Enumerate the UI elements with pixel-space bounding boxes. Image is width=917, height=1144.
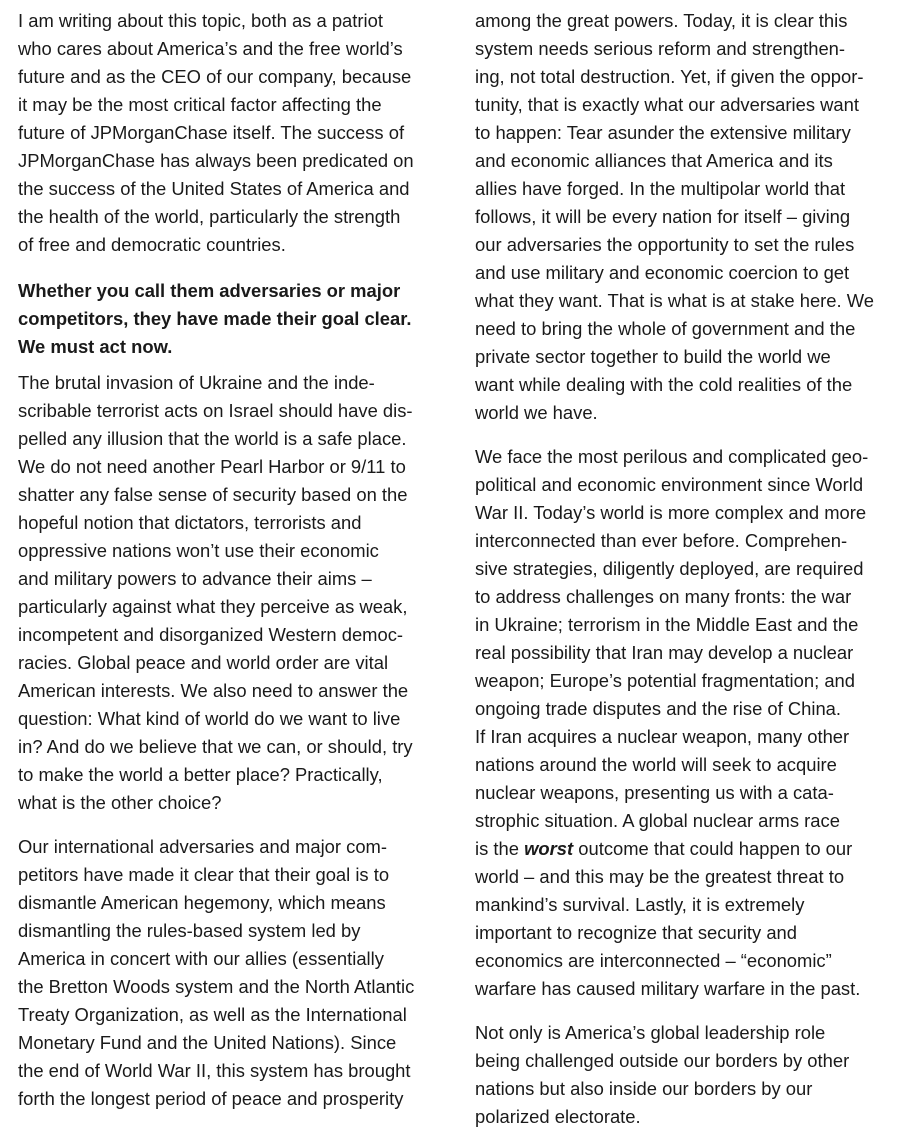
right-column [475, 7, 903, 1131]
text-line: America in concert with our allies (essentially [18, 948, 384, 969]
text-line: future and as the CEO of our company, because [18, 66, 412, 87]
text-line: petitors have made it clear that their goal is to [18, 864, 390, 885]
text-line: among the great powers. Today, it is clear this [475, 10, 848, 31]
text-line: ongoing trade disputes and the rise of China. [475, 698, 842, 719]
text-line: weapon; Europe’s potential fragmentation; and [475, 670, 855, 691]
text-line: need to bring the whole of government and the [475, 318, 856, 339]
text-line: allies have forged. In the multipolar world that [475, 178, 846, 199]
paragraph-polarized [475, 1019, 903, 1131]
text-line: We face the most perilous and complicated geo- [475, 446, 869, 467]
text-line: incompetent and disorganized Western democ- [18, 624, 404, 645]
text-line: American interests. We also need to answer the [18, 680, 409, 701]
text-line: the end of World War II, this system has brought [18, 1060, 411, 1081]
text-line: the success of the United States of America and [18, 178, 410, 199]
text-line: interconnected than ever before. Comprehen- [475, 530, 848, 551]
paragraph-spacer [18, 817, 456, 833]
text-line: our adversaries the opportunity to set the rules [475, 234, 855, 255]
emphasized-word: worst [524, 838, 574, 859]
text-line: political and economic environment since World [475, 474, 864, 495]
text-line: forth the longest period of peace and prosperity [18, 1088, 404, 1109]
text-line: important to recognize that security and [475, 922, 798, 943]
text-line: question: What kind of world do we want to live [18, 708, 401, 729]
text-line: tunity, that is exactly what our adversaries want [475, 94, 859, 115]
text-line: scribable terrorist acts on Israel should have dis- [18, 400, 413, 421]
text-line: follows, it will be every nation for itself – giving [475, 206, 851, 227]
paragraph-spacer [18, 259, 456, 277]
text-line: Not only is America’s global leadership role [475, 1022, 826, 1043]
text-line: strophic situation. A global nuclear arms race [475, 810, 840, 831]
text-line: of free and democratic countries. [18, 234, 286, 255]
text-line: War II. Today’s world is more complex and more [475, 502, 867, 523]
heading-line: competitors, they have made their goal clear. [18, 308, 412, 329]
text-line: want while dealing with the cold realities of the [475, 374, 853, 395]
text-line: hopeful notion that dictators, terrorists and [18, 512, 362, 533]
paragraph-great-powers [475, 7, 903, 427]
paragraph-intro [18, 7, 456, 259]
text-line: to address challenges on many fronts: the war [475, 586, 852, 607]
text-fragment: is the [475, 838, 525, 859]
text-line: being challenged outside our borders by other [475, 1050, 850, 1071]
text-line: Our international adversaries and major com- [18, 836, 387, 857]
text-line: real possibility that Iran may develop a nuclear [475, 642, 854, 663]
paragraph-spacer [18, 361, 456, 369]
text-line: world – and this may be the greatest threat to [475, 866, 845, 887]
text-fragment: outcome that could happen to our [573, 838, 853, 859]
text-line: The brutal invasion of Ukraine and the inde- [18, 372, 375, 393]
text-line: private sector together to build the world we [475, 346, 831, 367]
text-line: future of JPMorganChase itself. The success of [18, 122, 405, 143]
left-column [18, 7, 456, 1113]
text-line: what they want. That is what is at stake here. We [475, 290, 874, 311]
paragraph-spacer [475, 427, 903, 443]
text-line: what is the other choice? [18, 792, 222, 813]
text-line: nations around the world will seek to acquire [475, 754, 837, 775]
text-line: in Ukraine; terrorism in the Middle East and the [475, 614, 859, 635]
text-line: world we have. [475, 402, 598, 423]
heading-line: Whether you call them adversaries or major [18, 280, 401, 301]
text-line: to happen: Tear asunder the extensive military [475, 122, 851, 143]
text-line: it may be the most critical factor affecting the [18, 94, 382, 115]
text-line: nations but also inside our borders by our [475, 1078, 813, 1099]
text-line: to make the world a better place? Practically, [18, 764, 383, 785]
text-line: dismantling the rules-based system led by [18, 920, 361, 941]
text-line: polarized electorate. [475, 1106, 641, 1127]
text-line: dismantle American hegemony, which means [18, 892, 386, 913]
text-line: and use military and economic coercion to get [475, 262, 850, 283]
text-line: and military powers to advance their aims – [18, 568, 372, 589]
text-line: system needs serious reform and strengthen- [475, 38, 846, 59]
paragraph-spacer [475, 1003, 903, 1019]
heading-line: We must act now. [18, 336, 173, 357]
text-line: I am writing about this topic, both as a patriot [18, 10, 383, 31]
text-line: economics are interconnected – “economic” [475, 950, 832, 971]
text-line: the Bretton Woods system and the North Atlantic [18, 976, 415, 997]
text-line: We do not need another Pearl Harbor or 9/11 to [18, 456, 406, 477]
text-line: If Iran acquires a nuclear weapon, many other [475, 726, 850, 747]
paragraph-adversaries [18, 833, 456, 1113]
text-line: particularly against what they perceive as weak, [18, 596, 408, 617]
text-line: ing, not total destruction. Yet, if given the oppor- [475, 66, 864, 87]
text-line: sive strategies, diligently deployed, are required [475, 558, 864, 579]
text-line: Monetary Fund and the United Nations). Since [18, 1032, 397, 1053]
section-heading [18, 277, 456, 361]
text-line-worst [475, 835, 903, 863]
text-line: mankind’s survival. Lastly, it is extremely [475, 894, 805, 915]
text-line: oppressive nations won’t use their economic [18, 540, 379, 561]
text-line: warfare has caused military warfare in the past. [475, 978, 861, 999]
text-line: Treaty Organization, as well as the International [18, 1004, 407, 1025]
paragraph-ukraine [18, 369, 456, 817]
text-line: the health of the world, particularly the strength [18, 206, 401, 227]
text-line: racies. Global peace and world order are vital [18, 652, 389, 673]
text-line: shatter any false sense of security based on the [18, 484, 408, 505]
text-line: pelled any illusion that the world is a safe place. [18, 428, 407, 449]
text-line: who cares about America’s and the free world’s [18, 38, 403, 59]
text-line: JPMorganChase has always been predicated on [18, 150, 414, 171]
text-line: and economic alliances that America and its [475, 150, 833, 171]
paragraph-perilous [475, 443, 903, 1003]
text-line: nuclear weapons, presenting us with a cata- [475, 782, 834, 803]
text-line: in? And do we believe that we can, or should, try [18, 736, 413, 757]
